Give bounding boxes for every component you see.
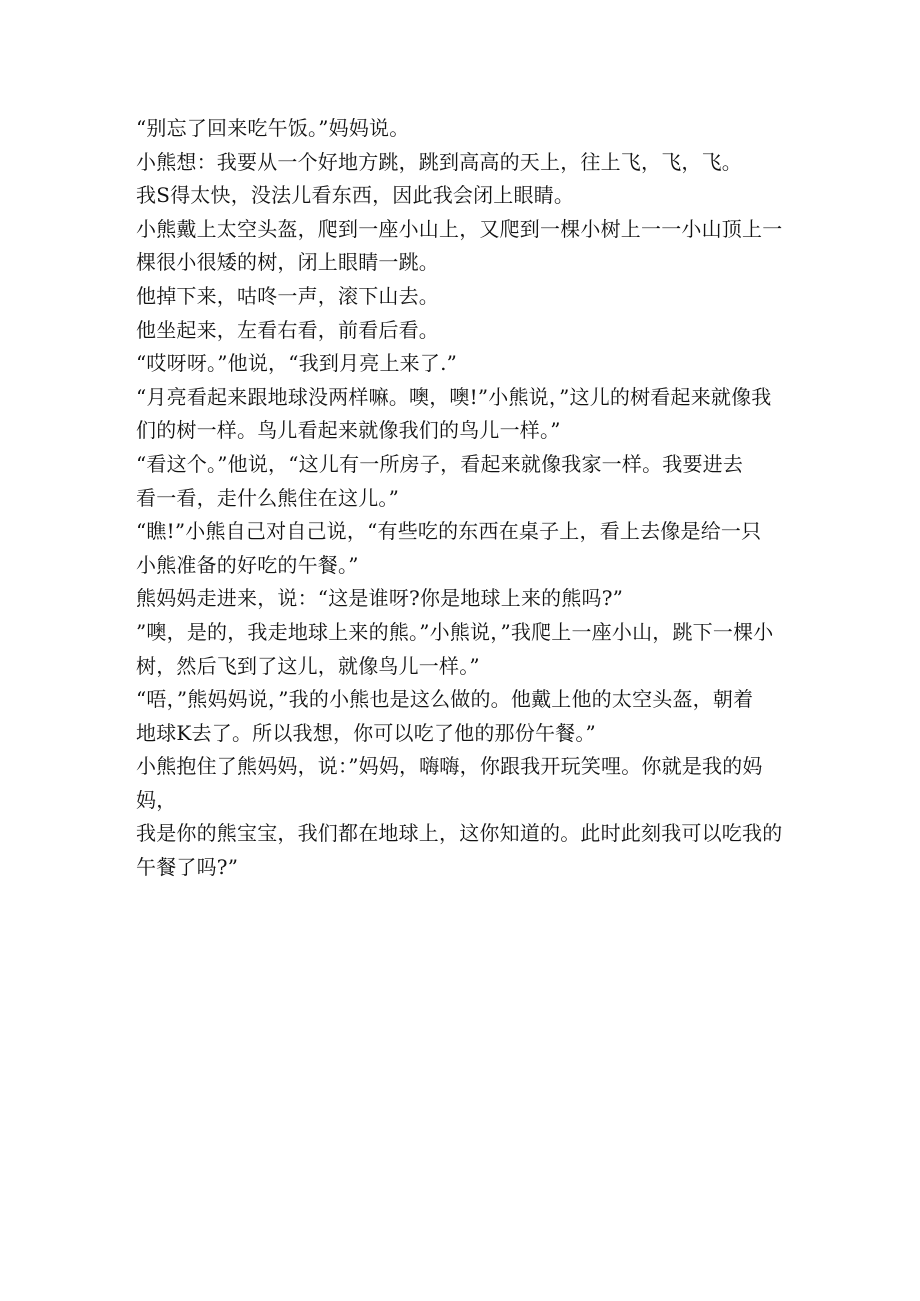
text-line: 他掉下来，咕咚一声，滚下山去。 <box>136 283 439 308</box>
text-line: 午餐了吗?” <box>136 855 239 880</box>
story-text <box>136 112 786 885</box>
text-line: “别忘了回来吃午饭。”妈妈说。 <box>136 116 410 140</box>
text-line: 小熊准备的好吃的午餐。” <box>136 552 359 577</box>
text-line: 看一看，走什么熊住在这儿。” <box>136 485 400 510</box>
text-line: “瞧!”小熊自己对自己说，“有些吃的东西在桌子上，看上去像是给一只 <box>136 519 762 544</box>
text-line: ”噢，是的，我走地球上来的熊。”小熊说，”我爬上一座小山，跳下一棵小 <box>136 619 774 644</box>
text-line: “唔，”熊妈妈说，”我的小熊也是这么做的。他戴上他的太空头盔，朝着 <box>136 687 754 712</box>
text-line: 小熊戴上太空头盔，爬到一座小山上，又爬到一棵小树上一一小山顶上一 <box>136 216 783 241</box>
text-line: 树，然后飞到了这儿，就像鸟儿一样。” <box>136 653 480 678</box>
text-line: 们的树一样。鸟儿看起来就像我们的鸟儿一样。” <box>136 418 561 443</box>
text-line: “哎呀呀。”他说，“我到月亮上来了.” <box>136 351 458 376</box>
text-line: “看这个。”他说，“这儿有一所房子，看起来就像我家一样。我要进去 <box>136 451 744 476</box>
text-line: “月亮看起来跟地球没两样嘛。噢，噢!”小熊说，”这儿的树看起来就像我 <box>136 384 772 409</box>
text-line: 熊妈妈走进来，说：“这是谁呀?你是地球上来的熊吗?” <box>136 586 624 611</box>
text-line: 他坐起来，左看右看，前看后看。 <box>136 317 439 342</box>
text-line: 我是你的熊宝宝，我们都在地球上，这你知道的。此时此刻我可以吃我的 <box>136 821 783 846</box>
text-line: 小熊抱住了熊妈妈，说：”妈妈，嗨嗨，你跟我开玩笑哩。你就是我的妈妈， <box>136 754 763 812</box>
text-line: 我S得太快，没法儿看东西，因此我会闭上眼睛。 <box>136 183 575 208</box>
text-line: 棵很小很矮的树，闭上眼睛一跳。 <box>136 250 439 275</box>
text-line: 小熊想：我要从一个好地方跳，跳到高高的天上，往上飞，飞，飞。 <box>136 149 742 174</box>
text-line: 地球K去了。所以我想，你可以吃了他的那份午餐。” <box>136 720 596 745</box>
